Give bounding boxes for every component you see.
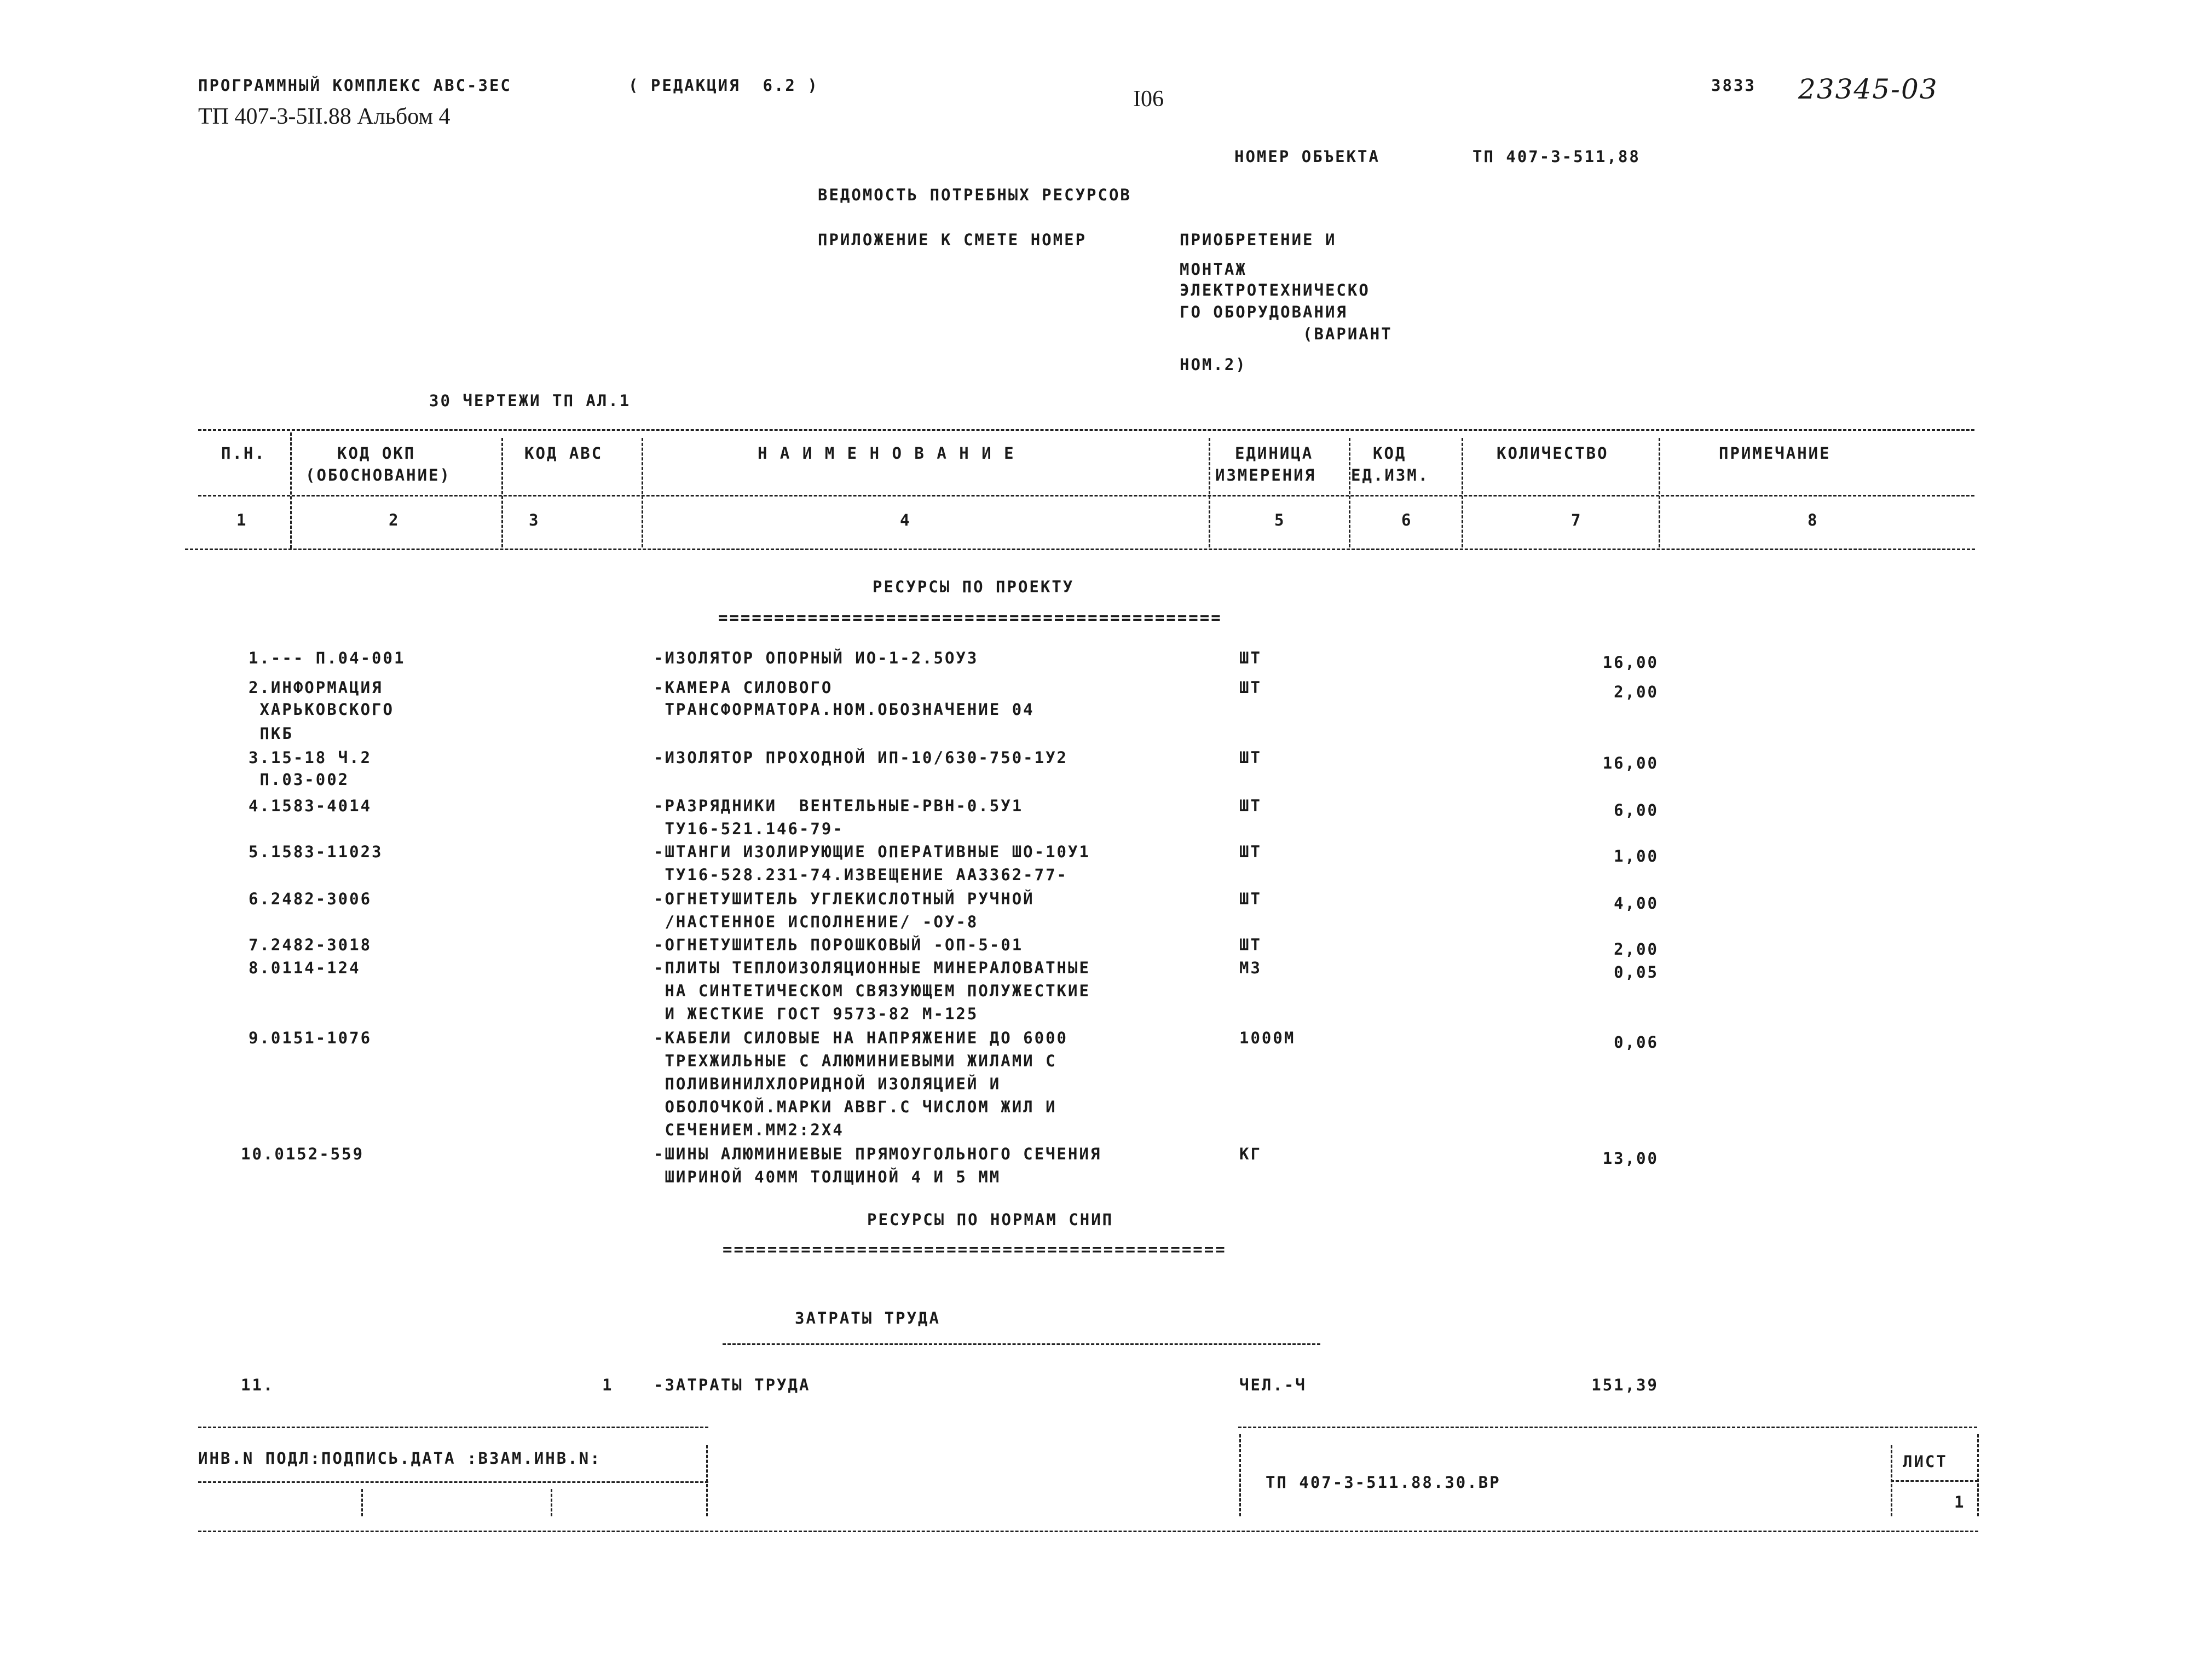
- row-9-code: 9.0151-1076: [249, 1029, 372, 1047]
- row-8-name-3: И ЖЕСТКИЕ ГОСТ 9573-82 М-125: [654, 1004, 979, 1023]
- row-4-qty: 6,00: [1614, 801, 1659, 819]
- row-1-unit: ШТ: [1239, 649, 1262, 667]
- document-title: ВЕДОМОСТЬ ПОТРЕБНЫХ РЕСУРСОВ: [818, 186, 1131, 204]
- labor-row-qty: 151,39: [1591, 1376, 1659, 1394]
- row-10-name-2: ШИРИНОЙ 40ММ ТОЛЩИНОЙ 4 И 5 ММ: [654, 1168, 1001, 1186]
- row-9-qty: 0,06: [1614, 1033, 1659, 1052]
- stamp-sep: [1891, 1445, 1892, 1516]
- appendix-line-4: ГО ОБОРУДОВАНИЯ: [1180, 303, 1348, 321]
- stamp-doc-code: ТП 407-3-511.88.30.ВР: [1266, 1473, 1501, 1492]
- row-6-name-2: /НАСТЕННОЕ ИСПОЛНЕНИЕ/ -ОУ-8: [654, 913, 979, 931]
- row-10-qty: 13,00: [1602, 1149, 1659, 1168]
- row-7-unit: ШТ: [1239, 936, 1262, 954]
- stamp-top-rule-left: [198, 1427, 708, 1428]
- section-title-labor: ЗАТРАТЫ ТРУДА: [795, 1309, 940, 1327]
- row-8-code: 8.0114-124: [249, 959, 361, 977]
- table-top-rule: [198, 429, 1974, 431]
- row-3-code: 3.15-18 Ч.2: [249, 748, 372, 767]
- row-9-name: -КАБЕЛИ СИЛОВЫЕ НА НАПРЯЖЕНИЕ ДО 6000: [654, 1029, 1069, 1047]
- col-unit-header-2: ИЗМЕРЕНИЯ: [1215, 466, 1316, 484]
- row-2-code-2: ХАРЬКОВСКОГО: [249, 700, 394, 719]
- row-9-name-4: ОБОЛОЧКОЙ.МАРКИ АВВГ.С ЧИСЛОМ ЖИЛ И: [654, 1098, 1057, 1116]
- appendix-line-2: МОНТАЖ: [1180, 260, 1247, 279]
- col-sep: [642, 438, 643, 547]
- code-left: 3833: [1711, 76, 1756, 95]
- row-5-qty: 1,00: [1614, 847, 1659, 865]
- section-title-project: РЕСУРСЫ ПО ПРОЕКТУ: [873, 578, 1075, 596]
- col-sep: [1659, 438, 1660, 547]
- col-number-7: 7: [1571, 511, 1583, 529]
- labor-row-name: -ЗАТРАТЫ ТРУДА: [654, 1376, 811, 1394]
- row-8-unit: М3: [1239, 959, 1262, 977]
- row-6-unit: ШТ: [1239, 890, 1262, 908]
- stamp-sep: [551, 1489, 552, 1516]
- row-2-qty: 2,00: [1614, 683, 1659, 701]
- row-8-qty: 0,05: [1614, 963, 1659, 982]
- row-5-unit: ШТ: [1239, 842, 1262, 861]
- row-9-unit: 1000М: [1239, 1029, 1296, 1047]
- row-8-name-2: НА СИНТЕТИЧЕСКОМ СВЯЗУЮЩЕМ ПОЛУЖЕСТКИЕ: [654, 982, 1090, 1000]
- stamp-sheet-rule: [1891, 1480, 1978, 1482]
- stamp-top-rule-right: [1238, 1427, 1977, 1428]
- col-number-8: 8: [1807, 511, 1819, 529]
- row-1-code: 1.--- П.04-001: [249, 649, 406, 667]
- labor-row-unit: ЧЕЛ.-Ч: [1239, 1376, 1307, 1394]
- object-value: ТП 407-3-511,88: [1472, 147, 1641, 166]
- section-title-snip: РЕСУРСЫ ПО НОРМАМ СНИП: [867, 1210, 1114, 1229]
- row-2-unit: ШТ: [1239, 678, 1262, 697]
- row-8-name: -ПЛИТЫ ТЕПЛОИЗОЛЯЦИОННЫЕ МИНЕРАЛОВАТНЫЕ: [654, 959, 1090, 977]
- row-5-name: -ШТАНГИ ИЗОЛИРУЮЩИЕ ОПЕРАТИВНЫЕ ШО-10У1: [654, 842, 1090, 861]
- row-2-code-3: ПКБ: [249, 724, 293, 743]
- row-2-name-2: ТРАНСФОРМАТОРА.НОМ.ОБОЗНАЧЕНИЕ 04: [654, 700, 1035, 719]
- row-6-qty: 4,00: [1614, 894, 1659, 913]
- appendix-line-5: (ВАРИАНТ: [1303, 325, 1393, 343]
- row-4-unit: ШТ: [1239, 796, 1262, 815]
- col-number-6: 6: [1401, 511, 1413, 529]
- labor-row-abc: 1: [602, 1376, 614, 1394]
- col-unitcode-header-2: ЕД.ИЗМ.: [1351, 466, 1430, 484]
- row-3-qty: 16,00: [1602, 754, 1659, 772]
- row-2-code: 2.ИНФОРМАЦИЯ: [249, 678, 383, 697]
- row-7-code: 7.2482-3018: [249, 936, 372, 954]
- row-9-name-3: ПОЛИВИНИЛХЛОРИДНОЙ ИЗОЛЯЦИЕЙ И: [654, 1075, 1001, 1093]
- stamp-bottom-rule: [198, 1531, 1978, 1532]
- stamp-mid-rule: [198, 1481, 708, 1483]
- row-7-qty: 2,00: [1614, 940, 1659, 959]
- section-rule-project: =============================================: [718, 608, 1222, 627]
- col-number-4: 4: [900, 511, 911, 529]
- stamp-sep: [361, 1489, 363, 1516]
- col-sep: [1462, 438, 1463, 547]
- row-7-name: -ОГНЕТУШИТЕЛЬ ПОРОШКОВЫЙ -ОП-5-01: [654, 936, 1024, 954]
- row-9-name-2: ТРЕХЖИЛЬНЫЕ С АЛЮМИНИЕВЫМИ ЖИЛАМИ С: [654, 1052, 1057, 1070]
- col-okp-header-2: (ОБОСНОВАНИЕ): [305, 466, 451, 484]
- row-9-name-5: СЕЧЕНИЕМ.ММ2:2Х4: [654, 1121, 844, 1139]
- col-number-1: 1: [236, 511, 248, 529]
- row-10-code: 10.0152-559: [241, 1145, 365, 1163]
- edition: ( РЕДАКЦИЯ 6.2 ): [628, 76, 819, 95]
- row-10-unit: КГ: [1239, 1145, 1262, 1163]
- appendix-line-3: ЭЛЕКТРОТЕХНИЧЕСКО: [1180, 281, 1370, 299]
- col-unitcode-header: КОД: [1373, 444, 1407, 463]
- appendix-label: ПРИЛОЖЕНИЕ К СМЕТЕ НОМЕР: [818, 230, 1087, 249]
- handwritten-code: 23345-03: [1798, 73, 1938, 105]
- row-5-code: 5.1583-11023: [249, 842, 383, 861]
- col-name-header: Н А И М Е Н О В А Н И Е: [758, 444, 1015, 463]
- stamp-left-header: ИНВ.N ПОДЛ:ПОДПИСЬ.ДАТА :ВЗАМ.ИНВ.N:: [198, 1449, 602, 1468]
- row-4-code: 4.1583-4014: [249, 796, 372, 815]
- appendix-line-1: ПРИОБРЕТЕНИЕ И: [1180, 230, 1337, 249]
- col-unit-header: ЕДИНИЦА: [1235, 444, 1314, 463]
- appendix-line-6: НОМ.2): [1180, 355, 1247, 374]
- stamp-sheet-label: ЛИСТ: [1903, 1452, 1948, 1471]
- stamp-sep: [1239, 1434, 1241, 1516]
- row-10-name: -ШИНЫ АЛЮМИНИЕВЫЕ ПРЯМОУГОЛЬНОГО СЕЧЕНИЯ: [654, 1145, 1102, 1163]
- col-number-2: 2: [389, 511, 400, 529]
- object-label: НОМЕР ОБЪЕКТА: [1234, 147, 1380, 166]
- col-qty-header: КОЛИЧЕСТВО: [1497, 444, 1609, 463]
- table-numbers-rule: [185, 549, 1975, 550]
- album-title: ТП 407-3-5II.88 Альбом 4: [198, 104, 451, 129]
- row-1-name: -ИЗОЛЯТОР ОПОРНЫЙ ИО-1-2.5ОУЗ: [654, 649, 979, 667]
- col-pn-header: П.Н.: [221, 444, 266, 463]
- col-number-5: 5: [1274, 511, 1286, 529]
- page-number: I06: [1133, 86, 1164, 112]
- table-header-rule: [198, 495, 1974, 497]
- col-number-3: 3: [529, 511, 540, 529]
- row-1-qty: 16,00: [1602, 653, 1659, 672]
- col-sep: [1209, 438, 1210, 547]
- stamp-sheet-value: 1: [1954, 1493, 1966, 1511]
- col-sep: [290, 432, 292, 549]
- col-sep: [1349, 438, 1350, 547]
- program-name: ПРОГРАММНЫЙ КОМПЛЕКС АВС-ЗЕС: [198, 76, 512, 95]
- stamp-sep: [1977, 1434, 1979, 1516]
- col-okp-header: КОД ОКП: [337, 444, 416, 463]
- col-abc-header: КОД АВС: [524, 444, 603, 463]
- labor-row-pn: 11.: [241, 1376, 275, 1394]
- row-4-name: -РАЗРЯДНИКИ ВЕНТЕЛЬНЫЕ-РВН-0.5У1: [654, 796, 1024, 815]
- section-rule-labor: [723, 1343, 1320, 1345]
- row-6-code: 6.2482-3006: [249, 890, 372, 908]
- row-2-name: -КАМЕРА СИЛОВОГО: [654, 678, 833, 697]
- row-3-code-2: П.03-002: [249, 770, 350, 789]
- row-4-name-2: ТУ16-521.146-79-: [654, 819, 844, 838]
- drawings-label: 30 ЧЕРТЕЖИ ТП АЛ.1: [429, 391, 631, 410]
- row-5-name-2: ТУ16-528.231-74.ИЗВЕЩЕНИЕ АА3362-77-: [654, 865, 1069, 884]
- col-note-header: ПРИМЕЧАНИЕ: [1719, 444, 1831, 463]
- section-rule-snip: =============================================: [723, 1240, 1227, 1258]
- row-3-unit: ШТ: [1239, 748, 1262, 767]
- row-6-name: -ОГНЕТУШИТЕЛЬ УГЛЕКИСЛОТНЫЙ РУЧНОЙ: [654, 890, 1035, 908]
- row-3-name: -ИЗОЛЯТОР ПРОХОДНОЙ ИП-10/630-750-1У2: [654, 748, 1069, 767]
- stamp-sep: [706, 1445, 708, 1516]
- col-sep: [501, 438, 503, 547]
